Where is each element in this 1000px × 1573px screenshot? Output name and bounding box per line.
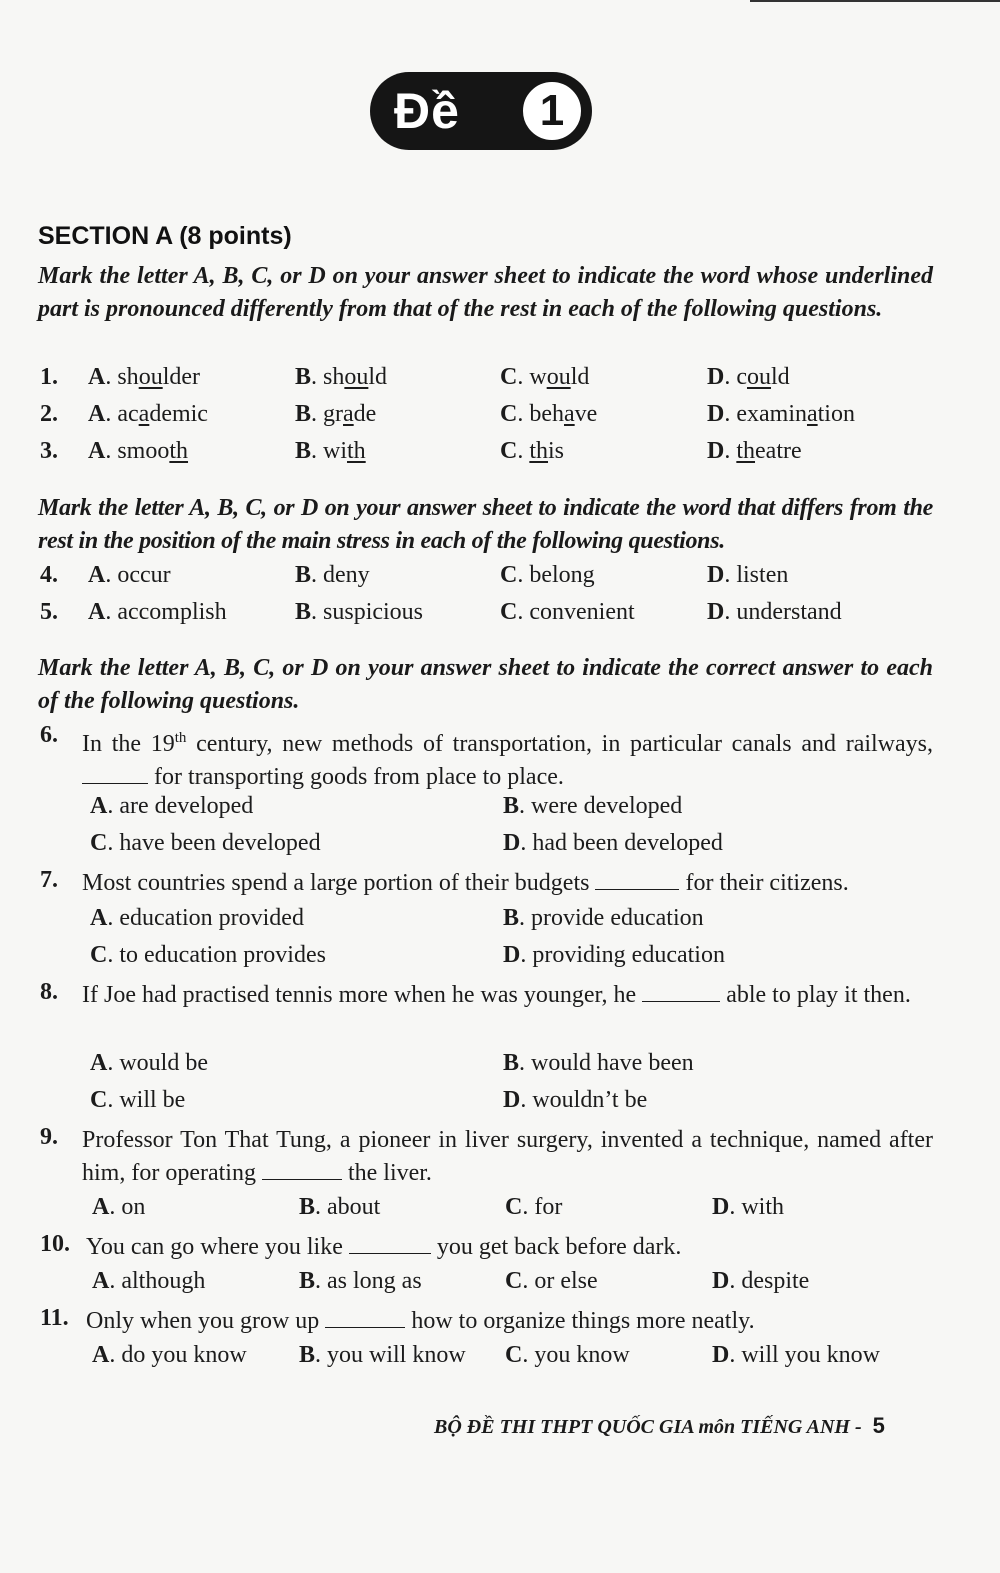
question-9-stem: Professor Ton That Tung, a pioneer in liver surgery, invented a technique, named after him, for operating the liver. bbox=[82, 1127, 933, 1186]
option-b: B. would have been bbox=[503, 1050, 694, 1076]
question-4 bbox=[0, 562, 1000, 596]
option-a: A. would be bbox=[90, 1050, 208, 1076]
option-c: C. would bbox=[500, 364, 590, 390]
option-c: C. have been developed bbox=[90, 830, 321, 856]
question-10-options bbox=[0, 1268, 1000, 1302]
option-c: C. for bbox=[505, 1194, 563, 1220]
option-d: D. despite bbox=[712, 1268, 810, 1294]
corner-rule bbox=[750, 0, 1000, 2]
option-c: C. behave bbox=[500, 401, 598, 427]
option-d: D. could bbox=[707, 364, 790, 390]
question-7-stem: Most countries spend a large portion of their budgets for their citizens. bbox=[82, 870, 849, 896]
option-b: B. about bbox=[299, 1194, 381, 1220]
section-title: SECTION A (8 points) bbox=[38, 222, 292, 250]
question-10-stem: You can go where you like you get back before dark. bbox=[86, 1234, 682, 1260]
question-9-options bbox=[0, 1194, 1000, 1228]
option-a: A. smooth bbox=[88, 438, 189, 464]
option-b: B. suspicious bbox=[295, 599, 424, 625]
question-8-options-cd bbox=[0, 1087, 1000, 1121]
option-a: A. occur bbox=[88, 562, 171, 588]
option-b: B. deny bbox=[295, 562, 370, 588]
option-d: D. wouldn’t be bbox=[503, 1087, 648, 1113]
question-7-options-ab bbox=[0, 905, 1000, 939]
answer-blank bbox=[325, 1307, 405, 1328]
instruction-stress: Mark the letter A, B, C, or D on your answer sheet to indicate the word that differs from the rest in the position of the main stress in each of the following questions. bbox=[38, 495, 933, 554]
question-number: 5. bbox=[40, 599, 58, 625]
option-d: D. listen bbox=[707, 562, 789, 588]
option-d: D. understand bbox=[707, 599, 842, 625]
question-7-options-cd bbox=[0, 942, 1000, 976]
option-d: D. had been developed bbox=[503, 830, 723, 856]
instruction-pronunciation: Mark the letter A, B, C, or D on your answer sheet to indicate the word whose underlined part is pronounced differently from that of the rest in each of the following questions. bbox=[38, 263, 933, 322]
option-b: B. were developed bbox=[503, 793, 683, 819]
option-d: D. theatre bbox=[707, 438, 802, 464]
question-8-options-ab bbox=[0, 1050, 1000, 1084]
question-5 bbox=[0, 599, 1000, 633]
badge-word: Đề bbox=[394, 83, 460, 139]
question-6-options-ab bbox=[0, 793, 1000, 827]
question-number: 1. bbox=[40, 364, 58, 390]
question-10-number: 10. bbox=[40, 1231, 70, 1257]
answer-blank bbox=[595, 869, 679, 890]
option-b: B. grade bbox=[295, 401, 377, 427]
option-a: A. shoulder bbox=[88, 364, 200, 390]
option-c: C. or else bbox=[505, 1268, 598, 1294]
option-a: A. accomplish bbox=[88, 599, 227, 625]
answer-blank bbox=[262, 1159, 342, 1180]
option-a: A. are developed bbox=[90, 793, 254, 819]
question-11-options bbox=[0, 1342, 1000, 1376]
question-7-number: 7. bbox=[40, 867, 58, 893]
instruction-correct-answer: Mark the letter A, B, C, or D on your answer sheet to indicate the correct answer to each of the following questions. bbox=[38, 655, 933, 714]
question-number: 3. bbox=[40, 438, 58, 464]
question-number: 4. bbox=[40, 562, 58, 588]
option-a: A. academic bbox=[88, 401, 208, 427]
option-d: D. providing education bbox=[503, 942, 725, 968]
question-2 bbox=[0, 401, 1000, 435]
question-number: 2. bbox=[40, 401, 58, 427]
option-a: A. on bbox=[92, 1194, 146, 1220]
option-d: D. with bbox=[712, 1194, 785, 1220]
option-c: C. belong bbox=[500, 562, 595, 588]
question-6-options-cd bbox=[0, 830, 1000, 864]
option-b: B. with bbox=[295, 438, 366, 464]
exam-badge bbox=[370, 72, 592, 150]
question-8-stem: If Joe had practised tennis more when he was younger, he able to play it then. bbox=[82, 982, 911, 1008]
option-c: C. this bbox=[500, 438, 565, 464]
answer-blank bbox=[82, 763, 148, 784]
option-c: C. you know bbox=[505, 1342, 630, 1368]
badge-number: 1 bbox=[539, 86, 565, 135]
question-8-number: 8. bbox=[40, 979, 58, 1005]
badge-number-circle bbox=[520, 79, 584, 143]
option-a: A. although bbox=[92, 1268, 206, 1294]
footer-text: BỘ ĐỀ THI THPT QUỐC GIA môn TIẾNG ANH - bbox=[434, 1416, 867, 1438]
option-a: A. education provided bbox=[90, 905, 304, 931]
page-number: 5 bbox=[872, 1413, 885, 1438]
question-11-stem: Only when you grow up how to organize things more neatly. bbox=[86, 1308, 755, 1334]
question-6-number: 6. bbox=[40, 722, 58, 748]
question-3 bbox=[0, 438, 1000, 472]
question-6-stem: In the 19th century, new methods of transportation, in particular canals and railways, for transporting goods from place to place. bbox=[82, 730, 934, 790]
question-11-number: 11. bbox=[40, 1305, 69, 1331]
option-c: C. will be bbox=[90, 1087, 186, 1113]
answer-blank bbox=[642, 981, 720, 1002]
option-b: B. you will know bbox=[299, 1342, 466, 1368]
page-footer bbox=[434, 1413, 885, 1439]
question-1 bbox=[0, 364, 1000, 398]
question-9-number: 9. bbox=[40, 1124, 58, 1150]
option-a: A. do you know bbox=[92, 1342, 247, 1368]
option-b: B. as long as bbox=[299, 1268, 422, 1294]
option-b: B. should bbox=[295, 364, 388, 390]
option-c: C. convenient bbox=[500, 599, 635, 625]
option-b: B. provide education bbox=[503, 905, 704, 931]
option-d: D. will you know bbox=[712, 1342, 881, 1368]
option-d: D. examination bbox=[707, 401, 855, 427]
answer-blank bbox=[349, 1233, 431, 1254]
option-c: C. to education provides bbox=[90, 942, 326, 968]
